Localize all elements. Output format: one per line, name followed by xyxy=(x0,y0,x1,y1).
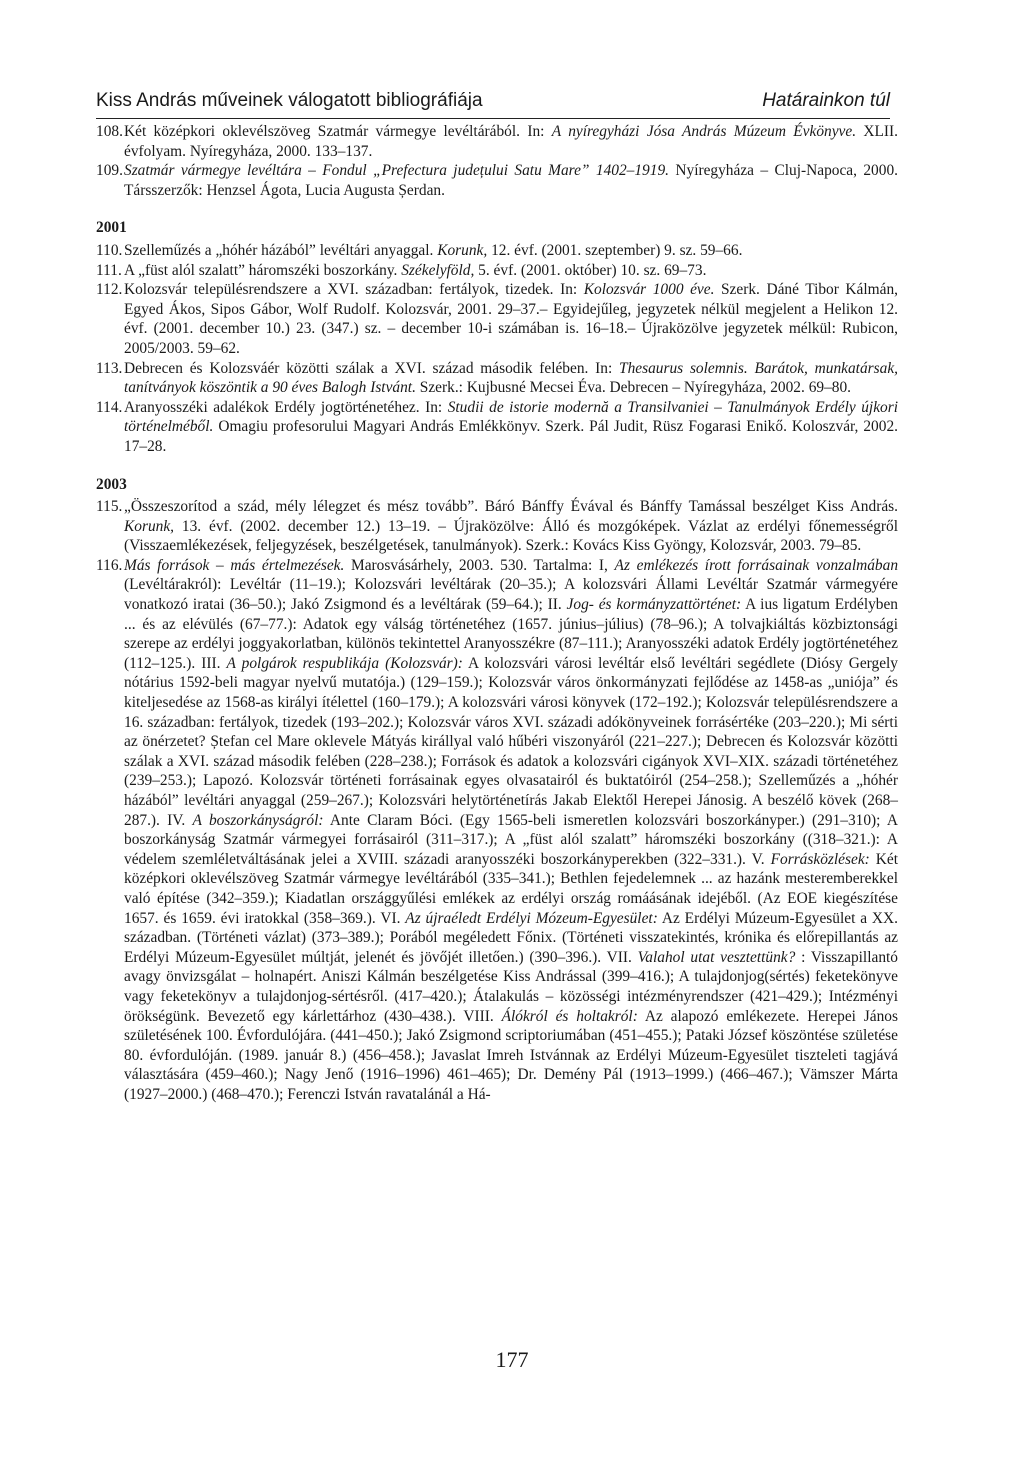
entry-text-part: A kolozsvári városi levéltár első levéltári segédlete (Diósy Gergely nótárius 1592-beli magyar nyelvű mutatója.) (129–159.); Kolozsvár város önkormányzati fejlődése az 1458-as „uniója” és kiteljesedése az 1568-as királyi ítélettel (160–179.); A kolozsvári városi könyvek (172–192.); Kolozsvár településrendszere a 16. században: fertályok, tizedek (193–202.); Kolozsvár város XVI. századi adókönyveinek forrásértéke (203–220.); Mi sérti az önérzetet? Ștefan cel Mare oklevele Mátyás királlyal való hűbéri viszonyáról (221–227.); Debrecen és Kolozsvár közötti szálak a XVI. század második felében (228–238.); Források és adatok a kolozsvári cigányok XVI–XIX. századi történetéhez (239–253.); Lapozó. Kolozsvár történeti forrásainak egyes olvasatairól és buktatóiról (254–258.); Szelleműzés a „hóhér házából” levéltári anyaggal (259–267.); Kolozsvári helytörténetírás Jakab Elektől Herepei Jánosig. A beszélő kövek (268–287.). IV. xyxy=(124,654,898,829)
entry-number: 108. xyxy=(96,123,123,140)
entry-text xyxy=(124,497,898,556)
entry-title-italic: Szatmár vármegye levéltára – Fondul „Prefectura județului Satu Mare” 1402–1919. xyxy=(124,162,669,180)
entry-title-italic: Székelyföld, xyxy=(401,261,475,279)
entry-text-part: Kolozsvár településrendszere a XVI. században: fertályok, tizedek. In: xyxy=(124,281,584,299)
entry-text-part: : Visszapillantó avagy önvizsgálat – holnapért. Aniszi Kálmán beszélgetése Kiss Andrással (399–416.); A tulajdonjog(sértés) feketekönyve vagy feketekönyv a tulajdonjog-sértésről. (417–420.); Átalakulás – közösségi intézményrendszer (421–429.); Intézményi örökségünk. Bevezető egy kárlettárhoz (430–438.). VIII. xyxy=(124,948,898,1025)
entry-title-italic: Jog- és kormányzattörténet: xyxy=(566,596,742,614)
entry-text-part: „Összeszorítod a szád, mély lélegzet és mész tovább”. Báró Bánffy Évával és Bánffy Tamással beszélget Kiss András. xyxy=(124,498,898,516)
entry-text-part: 13. évf. (2002. december 12.) 13–19. – Újraközölve: Álló és mozgóképek. Vázlat az erdélyi főnemességről (Visszaemlékezések, feljegyzések, beszélgetések, tanulmányok). Szerk.: Kovács Kiss Gyöngy, Kolozsvár, 2003. 79–85. xyxy=(124,517,898,555)
bibliography-entry xyxy=(96,497,898,556)
entry-text-part: Szelleműzés a „hóhér házából” levéltári anyaggal. xyxy=(124,241,438,259)
entry-number: 115. xyxy=(96,498,123,516)
entry-number: 112. xyxy=(96,281,123,299)
entry-title-italic: Az újraéledt Erdélyi Mózeum-Egyesület: xyxy=(405,909,658,927)
entry-title-italic: Álókról és holtakról: xyxy=(501,1007,638,1025)
page-number: 177 xyxy=(495,1347,529,1372)
bibliography-entry xyxy=(96,359,898,398)
entry-title-italic: Kolozsvár 1000 éve. xyxy=(583,281,715,299)
entry-text-part: Ante Claram Bóci. (Egy 1565-beli ismeretlen kolozsvári boszorkányper.) (291–310); A boszorkányság Szatmár vármegyei forrásairól (311–317.); A „füst alól szalatt” háromszéki boszorkány ((318–321.): A védelem szemléletváltásának jelei a XVIII. századi aranyosszéki boszorkányperekben (322–331.). V. xyxy=(124,811,898,868)
entry-text-part: Az alapozó emlékezete. Herepei János születésének 100. Évfordulójára. (441–450.); Jakó Zsigmond scriptoriumában (451–455.); Pataki József köszöntése születése 80. évfordulóján. (1989. január 8.) (456–458.); Javaslat Imreh Istvánnak az Erdélyi Múzeum-Egyesület tiszteleti tagjává választására (459–460.); Nagy Jenő (1916–1996) 461–465); Dr. Demény Pál (1913–1999.) (466–467.); Vämszer Márta (1927–2000.) (468–470.); Ferenczi István ravatalánál a Há- xyxy=(124,1007,898,1103)
entry-text-part: Két középkori oklevélszöveg Szatmár vármegye levéltárából. In: xyxy=(124,123,552,140)
bibliography-entry xyxy=(96,161,898,200)
entry-text-part: Debrecen és Kolozsváér közötti szálak a XVI. század második felében. In: xyxy=(124,359,620,377)
entry-text-part: A „füst alól szalatt” háromszéki boszorkány. xyxy=(124,261,402,279)
bibliography-entry xyxy=(96,280,898,358)
entry-text xyxy=(124,280,898,358)
entry-text xyxy=(124,122,898,161)
entry-number: 109. xyxy=(96,162,123,180)
entry-text-part: 5. évf. (2001. október) 10. sz. 69–73. xyxy=(474,261,707,279)
bibliography-entry xyxy=(96,556,898,1105)
bibliography-entry xyxy=(96,241,898,261)
header-title: Kiss András műveinek válogatott bibliográfiája xyxy=(96,90,483,111)
entry-title-italic: Forrásközlések: xyxy=(770,850,870,868)
entry-text xyxy=(124,161,898,200)
entry-text-part: Szerk.: Kujbusné Mecsei Éva. Debrecen – Nyíregyháza, 2002. 69–80. xyxy=(415,379,852,397)
entry-text xyxy=(124,261,898,281)
entry-text-part: Aranyosszéki adalékok Erdély jogtörténetéhez. In: xyxy=(124,398,448,416)
entry-text-part: Omagiu profesorului Magyari András Emlékkönyv. Szerk. Pál Judit, Rüsz Fogarasi Enikő. Koloszvár, 2002. 17–28. xyxy=(124,418,898,455)
entry-number: 110. xyxy=(96,241,123,259)
entry-title-italic: A boszorkányságról: xyxy=(192,811,324,829)
entry-text xyxy=(124,241,898,261)
header-section: Határainkon túl xyxy=(762,90,890,111)
entry-text-part: A ius ligatum Erdélyben ... és az elévülés (67–77.): Adatok egy válság történetéhez (1657. június–július) (78–96.); A tolvajkiáltás közbiztonsági szerepe az erdélyi joggyakorlatban, különös tekintettel Aranyosszékre (87–111.); Aranyosszéki adatok Erdély jogtörténetéhez (112–125.). III. xyxy=(124,596,899,672)
entry-title-italic: Studii de istorie modernă a Transilvaniei – Tanulmányok Erdély újkori történelméből. xyxy=(124,398,898,436)
entry-text-part: 12. évf. (2001. szeptember) 9. sz. 59–66. xyxy=(487,241,743,259)
bibliography-entry xyxy=(96,398,898,457)
entry-text-part: Marosvásárhely, 2003. 530. Tartalma: I, xyxy=(344,556,615,574)
entry-title-italic: Thesaurus solemnis. Barátok, munkatársak, tanítványok köszöntik a 90 éves Balogh Istvánt. xyxy=(124,359,899,397)
bibliography-list xyxy=(96,122,898,1105)
entry-text-part: Két középkori oklevélszöveg Szatmár vármegye levéltárából (335–341.); Bethlen fejedelemnek ... az hazánk mesteremberekkel való építése (342–359.); Kiadatlan országgyűlési emlékek az erdélyi ország romáásának idejéből. (Az EOE kiegészítése 1657. és 1659. évi iratokkal (358–369.). VI. xyxy=(124,850,899,927)
entry-text-part: Szerk. Dáné Tibor Kálmán, Egyed Ákos, Sipos Gábor, Wolf Rudolf. Kolozsvár, 2001. 29–37.– Egyidejűleg, jegyzetek nélkül megjelent a Helikon 12. évf. (2001. december 10.) 23. (347.) sz. – december 10-i számában is. 16–18.– Újraközölve jegyzetek mélkül: Rubicon, 2005/2003. 59–62. xyxy=(124,281,898,357)
entry-text-part: Az Erdélyi Múzeum-Egyesület a XX. században. (Történeti vázlat) (373–389.); Porából megéledett Főnix. (Történeti visszatekintés, krónika és előrepillantás az Erdélyi Múzeum-Egyesület múltját, jelenét és jövőjét illetően.) (390–396.). VII. xyxy=(124,909,899,966)
entry-text xyxy=(124,556,898,1105)
entry-text xyxy=(124,359,898,398)
year-heading: 2003 xyxy=(96,475,127,493)
entry-title-italic: Más források – más értelmezések. xyxy=(124,556,345,574)
entry-number: 114. xyxy=(96,398,123,416)
entry-title-italic: Valahol utat vesztettünk? xyxy=(637,948,796,966)
entry-text-part: Nyíregyháza – Cluj-Napoca, 2000. Társszerzők: Henzsel Ágota, Lucia Augusta Șerdan. xyxy=(124,162,898,199)
entry-number: 111. xyxy=(96,261,122,279)
entry-title-italic: Az emlékezés írott forrásainak vonzalmában xyxy=(614,556,899,574)
year-heading: 2001 xyxy=(96,219,127,237)
entry-title-italic: A polgárok respublikája (Kolozsvár): xyxy=(226,654,463,672)
bibliography-entry xyxy=(96,261,898,281)
entry-text-part: XLII. évfolyam. Nyíregyháza, 2000. 133–137. xyxy=(124,123,898,160)
entry-title-italic: A nyíregyházi Jósa András Múzeum Évkönyve. xyxy=(551,123,857,140)
entry-text xyxy=(124,398,898,457)
running-header xyxy=(96,90,890,119)
bibliography-entry xyxy=(96,122,898,161)
entry-text-part: (Levéltárakról): Levéltár (11–19.); Kolozsvári levéltárak (20–35.); A kolozsvári Állami Levéltár Szatmár vármegyére vonatkozó iratai (36–50.); Jakó Zsigmond és a levéltárak (59–64.); II. xyxy=(124,576,898,614)
entry-title-italic: Korunk, xyxy=(437,241,488,259)
entry-number: 113. xyxy=(96,359,123,377)
entry-title-italic: Korunk, xyxy=(124,517,175,535)
entry-number: 116. xyxy=(96,556,123,574)
